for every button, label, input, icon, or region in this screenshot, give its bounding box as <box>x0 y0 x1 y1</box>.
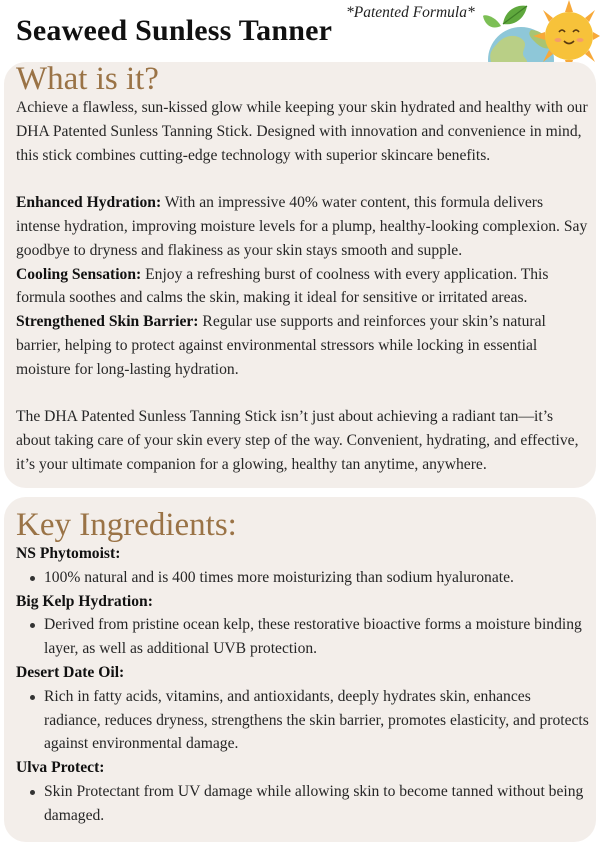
what-is-it-card <box>4 62 596 488</box>
ingredient-description: Skin Protectant from UV damage while allowing skin to become tanned without being damaged. <box>16 780 590 828</box>
ingredient-name: NS Phytomoist: <box>16 545 121 562</box>
patented-badge: *Patented Formula* <box>346 4 475 21</box>
ingredient-name: Ulva Protect: <box>16 759 105 777</box>
feature-hydration: Enhanced Hydration: With an impressive 40% water content, this formula delivers intense hydration, improving moisture levels for a plump, healthy-looking complexion. Say goodbye to dryness and flakiness as your skin stays smooth and supple. <box>16 194 588 259</box>
ingredient-name: Desert Date Oil: <box>16 663 125 681</box>
section-heading-what-is-it: What is it? <box>16 61 159 97</box>
feature-barrier: Strengthened Skin Barrier: Regular use supports and reinforces your skin’s natural barrier, helping to protect against environmental stressors while locking in essential moisture for long-lasting hydration. <box>16 313 546 378</box>
leaf-icon <box>483 6 527 28</box>
intro-paragraph: Achieve a flawless, sun-kissed glow while keeping your skin hydrated and healthy with our DHA Patented Sunless Tanning Stick. Designed with innovation and convenience in mind, this stick combines cutting-edge technology with superior skincare benefits. <box>16 99 588 164</box>
page-title: Seaweed Sunless Tanner <box>16 14 333 47</box>
ingredient-description: 100% natural and is 400 times more moisturizing than sodium hyaluronate. <box>16 566 590 590</box>
ingredient-description: Derived from pristine ocean kelp, these restorative bioactive forms a moisture binding layer, as well as additional UVB protection. <box>16 613 590 661</box>
ingredient-description: Rich in fatty acids, vitamins, and antioxidants, deeply hydrates skin, enhances radiance, reduces dryness, strengthens the skin barrier, promotes elasticity, and protects against environmental damage. <box>16 685 590 756</box>
ingredients-list <box>16 542 590 828</box>
what-is-it-body <box>16 96 590 477</box>
section-heading-key-ingredients: Key Ingredients: <box>16 507 237 543</box>
outro-paragraph: The DHA Patented Sunless Tanning Stick isn’t just about achieving a radiant tan—it’s about taking care of your skin every step of the way. Convenient, hydrating, and effective, it’s your ultimate companion for a glowing, healthy tan anytime, anywhere. <box>16 408 579 473</box>
ingredient-name: Big Kelp Hydration: <box>16 592 153 610</box>
key-ingredients-card <box>4 497 596 842</box>
feature-cooling: Cooling Sensation: Enjoy a refreshing burst of coolness with every application. This formula soothes and calms the skin, making it ideal for sensitive or irritated areas. <box>16 265 549 307</box>
